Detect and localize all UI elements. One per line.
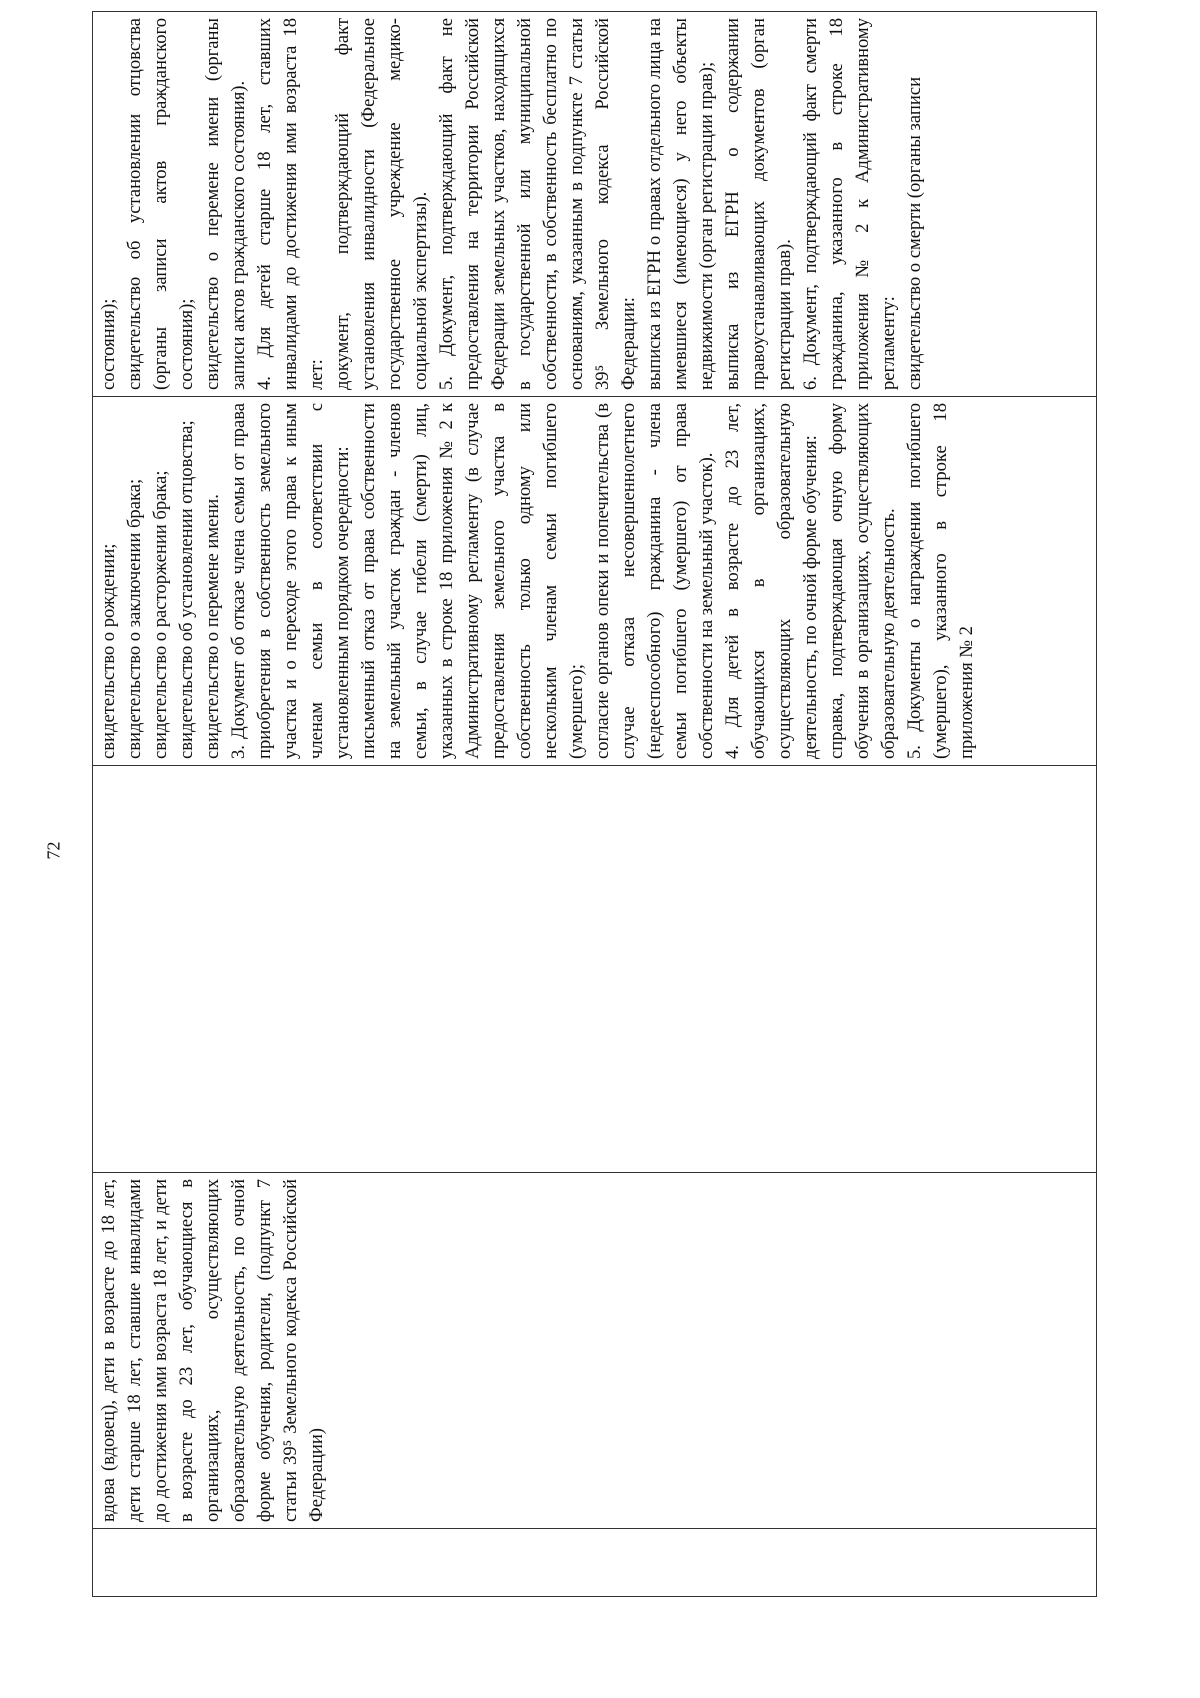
table-cell-number	[93, 1529, 1097, 1597]
table-cell-applicant-category	[93, 1173, 1097, 1529]
landscape-page	[92, 18, 1097, 1597]
table-cell-interagency-documents	[93, 12, 1097, 397]
regulation-table	[92, 11, 1097, 1597]
table-row	[93, 12, 1097, 1597]
rotated-table-wrapper	[92, 18, 1200, 1522]
cell-text: свидетельство о рождении; свидетельство о заключении брака; свидетельство о расторжении брака; свидетельство об установлении отцовства; свидетельство о перемене имени. 3. Документ об отказе члена семьи от права приобретения в собственность земельного участка и о переходе этого права к иным членам семьи в соответствии с установленным порядком очередности: письменный отказ от права собственности на земельный участок граждан - членов семьи, в случае гибели (смерти) лиц, указанных в строке 18 приложения № 2 к Административному регламенту (в случае предоставления земельного участка в собственность только одному или нескольким членам семьи погибшего (умершего); согласие органов опеки и попечительства (в случае отказа несовершеннолетнего (недееспособного) гражданина - члена семьи погибшего (умершего) от права собственности на земельный участок). 4. Для детей в возрасте до 23 лет, обучающихся в организациях, осуществляющих образовательную деятельность, по очной форме обучения: справка, подтверждающая очную форму обучения в организациях, осуществляющих образовательную деятельность. 5. Документы о награждении погибшего (умершего), указанного в строке 18 приложения № 2	[98, 403, 977, 759]
cell-text: состояния); свидетельство об установлении отцовства (органы записи актов гражданского состояния); свидетельство о перемене имени (органы записи актов гражданского состояния). 4. Для детей старше 18 лет, ставших инвалидами до достижения ими возраста 18 лет: документ, подтверждающий факт установления инвалидности (Федеральное государственное учреждение медико-социальной экспертизы). 5. Документ, подтверждающий факт не предоставления на территории Российской Федерации земельных участков, находящихся в государственной или муниципальной собственности, в собственность бесплатно по основаниям, указанным в подпункте 7 статьи 39⁵ Земельного кодекса Российской Федерации: выписка из ЕГРН о правах отдельного лица на имевшиеся (имеющиеся) у него объекты недвижимости (орган регистрации прав); выписка из ЕГРН о содержании правоустанавливающих документов (орган регистрации прав). 6. Документ, подтверждающий факт смерти гражданина, указанного в строке 18 приложения № 2 к Административному регламенту: свидетельство о смерти (органы записи	[98, 18, 925, 390]
table-cell-applicant-documents	[93, 397, 1097, 766]
page-number: 72	[43, 841, 64, 860]
table-cell-empty	[93, 766, 1097, 1173]
cell-text: вдова (вдовец), дети в возрасте до 18 лет, дети старше 18 лет, ставшие инвалидами до достижения ими возраста 18 лет, и дети в возрасте до 23 лет, обучающиеся в организациях, осуществляющих образовательную деятельность, по очной форме обучения, родители, (подпункт 7 статьи 39⁵ Земельного кодекса Российской Федерации)	[98, 1179, 327, 1522]
